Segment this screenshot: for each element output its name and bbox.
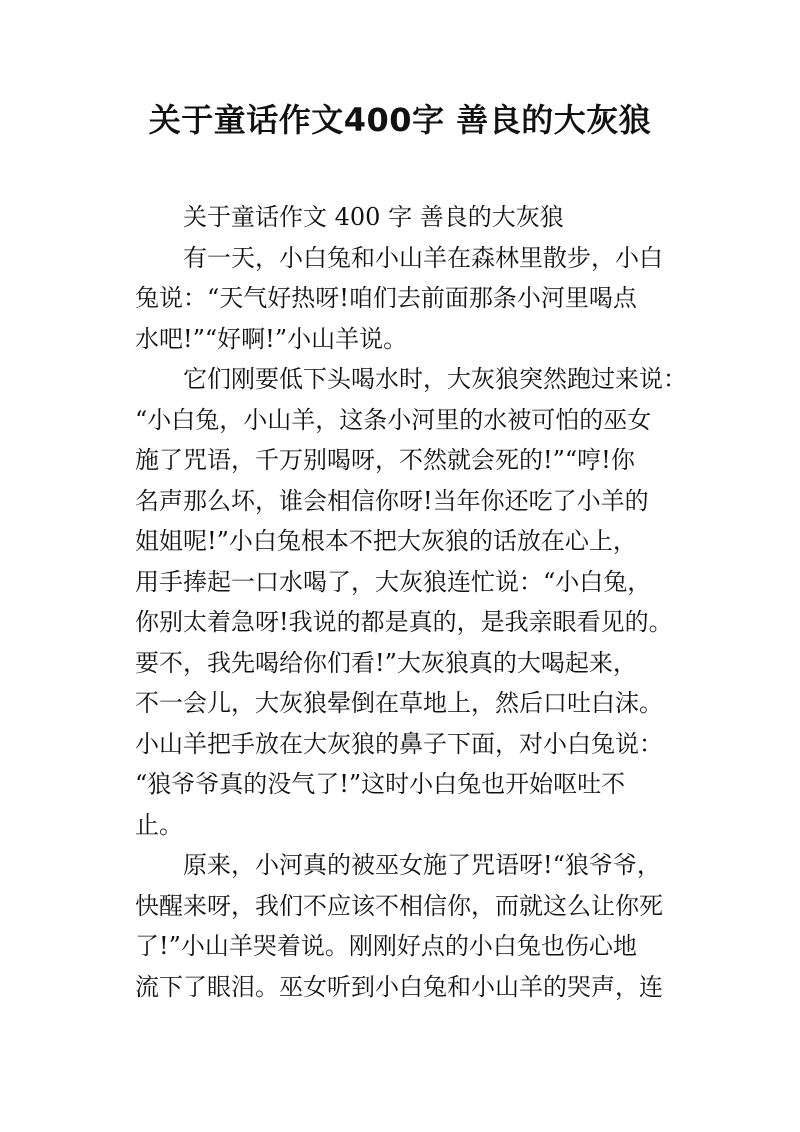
text-line xyxy=(135,440,665,481)
text-line xyxy=(135,845,665,886)
text-line xyxy=(135,643,665,684)
line-text: 了!”小山羊哭着说。刚刚好点的小白兔也伤心地 xyxy=(135,932,637,960)
line-text: 兔说：“天气好热呀!咱们去前面那条小河里喝点 xyxy=(135,284,637,312)
line-text: 施了咒语，千万别喝呀，不然就会死的!”“哼!你 xyxy=(135,446,635,474)
text-line xyxy=(135,197,665,238)
line-text: 关于童话作文 400 字 善良的大灰狼 xyxy=(183,203,564,231)
text-line xyxy=(135,359,687,400)
text-line xyxy=(135,562,665,603)
line-text: 水吧!”“好啊!”小山羊说。 xyxy=(135,324,408,353)
paragraph xyxy=(135,238,665,360)
text-line xyxy=(135,724,665,765)
line-text: 你别太着急呀!我说的都是真的，是我亲眼看见的。 xyxy=(135,608,673,636)
line-text: 它们刚要低下头喝水时，大灰狼突然跑过来说： xyxy=(183,365,687,393)
line-text: “狼爷爷真的没气了!”这时小白兔也开始呕吐不 xyxy=(135,770,626,798)
line-text: 用手捧起一口水喝了，大灰狼连忙说：“小白兔， xyxy=(135,567,652,596)
line-text: “小白兔，小山羊，这条小河里的水被可怕的巫女 xyxy=(135,405,652,434)
text-line xyxy=(135,805,665,846)
text-line xyxy=(135,319,665,360)
line-text: 要不，我先喝给你们看!”大灰狼真的大喝起来， xyxy=(135,648,637,677)
line-text: 姐姐呢!”小白兔根本不把大灰狼的话放在心上， xyxy=(135,527,637,555)
text-line xyxy=(135,238,665,279)
text-line xyxy=(135,278,665,319)
text-line xyxy=(135,764,665,805)
text-line xyxy=(135,481,665,522)
text-line xyxy=(135,400,665,441)
text-line xyxy=(135,683,665,724)
line-text: 名声那么坏，谁会相信你呀!当年你还吃了小羊的 xyxy=(135,486,649,515)
paragraph xyxy=(135,845,665,1007)
line-text: 有一天，小白兔和小山羊在森林里散步，小白 xyxy=(183,243,663,272)
paragraph xyxy=(135,197,665,238)
line-text: 原来，小河真的被巫女施了咒语呀!“狼爷爷， xyxy=(183,851,661,879)
line-text: 止。 xyxy=(135,810,183,839)
document-body xyxy=(135,197,687,1007)
text-line xyxy=(135,967,665,1008)
line-text: 快醒来呀，我们不应该不相信你，而就这么让你死 xyxy=(135,891,663,920)
text-line xyxy=(135,602,673,643)
text-line xyxy=(135,926,665,967)
line-text: 流下了眼泪。巫女听到小白兔和小山羊的哭声，连 xyxy=(135,972,663,1001)
text-line xyxy=(135,521,665,562)
line-text: 不一会儿，大灰狼晕倒在草地上，然后口吐白沫。 xyxy=(135,689,663,717)
text-line xyxy=(135,886,665,927)
document-title: 关于童话作文400字 善良的大灰狼 xyxy=(148,101,652,139)
paragraph xyxy=(135,359,687,845)
line-text: 小山羊把手放在大灰狼的鼻子下面，对小白兔说： xyxy=(135,729,663,758)
